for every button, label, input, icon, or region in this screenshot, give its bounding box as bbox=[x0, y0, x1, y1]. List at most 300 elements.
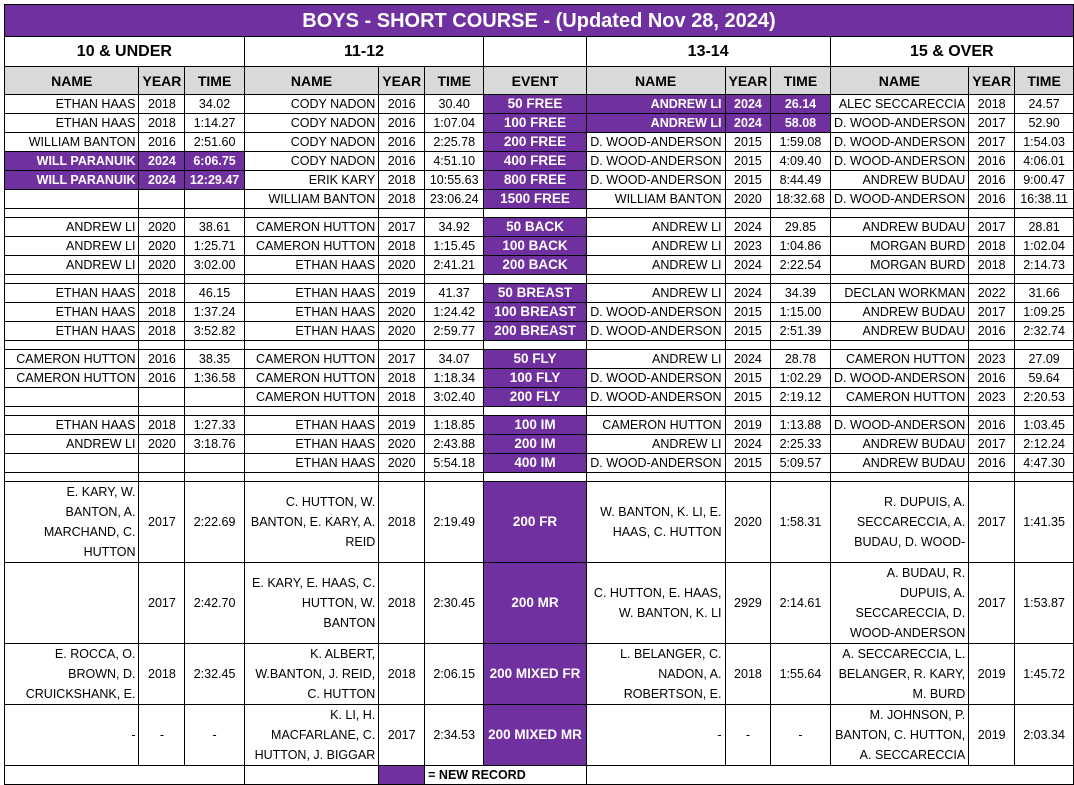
event-label: 200 MIXED MR bbox=[484, 705, 587, 766]
record-time: 1:04.86 bbox=[771, 237, 830, 256]
record-time: 1:53.87 bbox=[1015, 563, 1074, 644]
swimmer-name: D. WOOD-ANDERSON bbox=[586, 152, 725, 171]
record-time: 58.08 bbox=[771, 114, 830, 133]
record-time: 52.90 bbox=[1015, 114, 1074, 133]
record-time bbox=[185, 190, 244, 209]
record-year: 2018 bbox=[379, 563, 425, 644]
swimmer-name: ANDREW LI bbox=[586, 114, 725, 133]
table-row bbox=[5, 190, 1074, 209]
header-name: NAME bbox=[5, 67, 139, 95]
swimmer-name: CAMERON HUTTON bbox=[586, 416, 725, 435]
divider-cell bbox=[725, 473, 771, 482]
record-year: 2017 bbox=[969, 133, 1015, 152]
record-year: 2016 bbox=[139, 133, 185, 152]
record-time: 4:06.01 bbox=[1015, 152, 1074, 171]
event-label: 200 FREE bbox=[484, 133, 587, 152]
header-year: YEAR bbox=[379, 67, 425, 95]
swimmer-name: D. WOOD-ANDERSON bbox=[830, 190, 969, 209]
header-name: NAME bbox=[244, 67, 378, 95]
table-row bbox=[5, 237, 1074, 256]
swimmer-name: CODY NADON bbox=[244, 133, 378, 152]
record-time: 1:15.45 bbox=[425, 237, 484, 256]
divider-cell bbox=[771, 407, 830, 416]
swimmer-name: CAMERON HUTTON bbox=[830, 350, 969, 369]
record-year: 2016 bbox=[969, 152, 1015, 171]
event-label: 100 BREAST bbox=[484, 303, 587, 322]
swimmer-name: ANDREW LI bbox=[5, 435, 139, 454]
swimmer-name: D. WOOD-ANDERSON bbox=[830, 133, 969, 152]
divider-cell bbox=[969, 407, 1015, 416]
record-time: 2:32.74 bbox=[1015, 322, 1074, 341]
table-row bbox=[5, 482, 1074, 563]
swimmer-name: D. WOOD-ANDERSON bbox=[586, 133, 725, 152]
record-year: 2016 bbox=[379, 114, 425, 133]
event-label: 800 FREE bbox=[484, 171, 587, 190]
divider-cell bbox=[244, 407, 378, 416]
record-year: 2023 bbox=[969, 350, 1015, 369]
record-time: 1:24.42 bbox=[425, 303, 484, 322]
record-year: 2024 bbox=[725, 114, 771, 133]
swimmer-name bbox=[5, 563, 139, 644]
record-time: 2:19.12 bbox=[771, 388, 830, 407]
records-sheet bbox=[4, 4, 1074, 785]
divider-cell bbox=[379, 341, 425, 350]
swimmer-name: M. JOHNSON, P. BANTON, C. HUTTON, A. SECCARECCIA bbox=[830, 705, 969, 766]
header-year: YEAR bbox=[139, 67, 185, 95]
record-time: 1:59.08 bbox=[771, 133, 830, 152]
record-year: 2017 bbox=[139, 482, 185, 563]
record-time: 28.78 bbox=[771, 350, 830, 369]
divider-cell bbox=[1015, 209, 1074, 218]
record-time: 1:25.71 bbox=[185, 237, 244, 256]
record-time: 2:22.54 bbox=[771, 256, 830, 275]
record-time: 2:03.34 bbox=[1015, 705, 1074, 766]
swimmer-name: ETHAN HAAS bbox=[5, 114, 139, 133]
swimmer-name: E. ROCCA, O. BROWN, D. CRUICKSHANK, E. bbox=[5, 644, 139, 705]
section-divider bbox=[5, 341, 1074, 350]
record-time: 1:36.58 bbox=[185, 369, 244, 388]
event-label: 50 BACK bbox=[484, 218, 587, 237]
divider-cell bbox=[725, 407, 771, 416]
record-time: 1:14.27 bbox=[185, 114, 244, 133]
swimmer-name: WILLIAM BANTON bbox=[5, 133, 139, 152]
swimmer-name: ETHAN HAAS bbox=[5, 303, 139, 322]
record-time: 2:30.45 bbox=[425, 563, 484, 644]
event-label: 200 FLY bbox=[484, 388, 587, 407]
record-time: 1:54.03 bbox=[1015, 133, 1074, 152]
record-year: 2016 bbox=[969, 416, 1015, 435]
record-time: - bbox=[185, 705, 244, 766]
event-label: 200 FR bbox=[484, 482, 587, 563]
group-13-14: 13-14 bbox=[586, 37, 830, 67]
swimmer-name: D. WOOD-ANDERSON bbox=[586, 388, 725, 407]
header-time: TIME bbox=[1015, 67, 1074, 95]
table-row bbox=[5, 454, 1074, 473]
table-row bbox=[5, 563, 1074, 644]
swimmer-name: ANDREW LI bbox=[586, 350, 725, 369]
record-time: 1:18.34 bbox=[425, 369, 484, 388]
divider-cell bbox=[5, 209, 139, 218]
event-label: 1500 FREE bbox=[484, 190, 587, 209]
divider-cell bbox=[830, 275, 969, 284]
swimmer-name: ANDREW LI bbox=[586, 237, 725, 256]
swimmer-name: CAMERON HUTTON bbox=[5, 369, 139, 388]
header-time: TIME bbox=[771, 67, 830, 95]
record-time: 23:06.24 bbox=[425, 190, 484, 209]
record-time: 1:15.00 bbox=[771, 303, 830, 322]
record-time: - bbox=[771, 705, 830, 766]
new-record-swatch bbox=[379, 766, 425, 785]
swimmer-name: ANDREW LI bbox=[5, 256, 139, 275]
swimmer-name: WILL PARANUIK bbox=[5, 152, 139, 171]
event-label: 100 FREE bbox=[484, 114, 587, 133]
record-time: 2:22.69 bbox=[185, 482, 244, 563]
swimmer-name: ETHAN HAAS bbox=[244, 284, 378, 303]
record-time: 46.15 bbox=[185, 284, 244, 303]
swimmer-name: ANDREW BUDAU bbox=[830, 322, 969, 341]
divider-cell bbox=[425, 473, 484, 482]
group-event-blank bbox=[484, 37, 587, 67]
record-time: 12:29.47 bbox=[185, 171, 244, 190]
swimmer-name: E. KARY, E. HAAS, C. HUTTON, W. BANTON bbox=[244, 563, 378, 644]
swimmer-name: K. LI, H. MACFARLANE, C. HUTTON, J. BIGGAR bbox=[244, 705, 378, 766]
record-time: 1:03.45 bbox=[1015, 416, 1074, 435]
record-time: 1:02.29 bbox=[771, 369, 830, 388]
divider-cell bbox=[425, 275, 484, 284]
swimmer-name: ANDREW BUDAU bbox=[830, 303, 969, 322]
section-divider bbox=[5, 407, 1074, 416]
table-row bbox=[5, 303, 1074, 322]
divider-cell bbox=[379, 209, 425, 218]
record-time: 31.66 bbox=[1015, 284, 1074, 303]
event-label: 200 BREAST bbox=[484, 322, 587, 341]
table-row bbox=[5, 322, 1074, 341]
group-15-over: 15 & OVER bbox=[830, 37, 1073, 67]
record-year: 2018 bbox=[379, 237, 425, 256]
swimmer-name: CAMERON HUTTON bbox=[244, 369, 378, 388]
divider-cell bbox=[244, 275, 378, 284]
swimmer-name: ANDREW BUDAU bbox=[830, 435, 969, 454]
record-time: 1:41.35 bbox=[1015, 482, 1074, 563]
divider-cell bbox=[484, 275, 587, 284]
record-year: 2018 bbox=[379, 388, 425, 407]
record-year: 2018 bbox=[379, 644, 425, 705]
record-year: 2018 bbox=[139, 95, 185, 114]
divider-cell bbox=[771, 209, 830, 218]
record-year: 2016 bbox=[139, 369, 185, 388]
record-year bbox=[139, 388, 185, 407]
record-year: 2024 bbox=[725, 95, 771, 114]
swimmer-name bbox=[5, 454, 139, 473]
event-label: 100 BACK bbox=[484, 237, 587, 256]
table-row bbox=[5, 218, 1074, 237]
record-year: 2020 bbox=[379, 454, 425, 473]
swimmer-name: D. WOOD-ANDERSON bbox=[586, 171, 725, 190]
record-year: 2017 bbox=[379, 350, 425, 369]
divider-cell bbox=[1015, 407, 1074, 416]
record-time: 1:55.64 bbox=[771, 644, 830, 705]
legend-blank bbox=[5, 766, 245, 785]
record-year: 2018 bbox=[139, 284, 185, 303]
record-year: 2017 bbox=[969, 218, 1015, 237]
record-year: 2019 bbox=[725, 416, 771, 435]
divider-cell bbox=[1015, 341, 1074, 350]
divider-cell bbox=[484, 407, 587, 416]
record-year: 2020 bbox=[725, 482, 771, 563]
record-year: 2024 bbox=[725, 350, 771, 369]
swimmer-name: ERIK KARY bbox=[244, 171, 378, 190]
record-time: 1:58.31 bbox=[771, 482, 830, 563]
event-label: 200 BACK bbox=[484, 256, 587, 275]
record-year: 2020 bbox=[379, 435, 425, 454]
divider-cell bbox=[830, 209, 969, 218]
swimmer-name: CODY NADON bbox=[244, 95, 378, 114]
record-time: 2:06.15 bbox=[425, 644, 484, 705]
record-year: 2016 bbox=[969, 322, 1015, 341]
swimmer-name: ANDREW LI bbox=[5, 218, 139, 237]
divider-cell bbox=[725, 275, 771, 284]
divider-cell bbox=[1015, 275, 1074, 284]
swimmer-name: W. BANTON, K. LI, E. HAAS, C. HUTTON bbox=[586, 482, 725, 563]
event-label: 100 FLY bbox=[484, 369, 587, 388]
swimmer-name: ANDREW LI bbox=[586, 95, 725, 114]
record-time: 2:51.60 bbox=[185, 133, 244, 152]
record-year: 2020 bbox=[379, 322, 425, 341]
swimmer-name: CAMERON HUTTON bbox=[244, 237, 378, 256]
record-time: 1:13.88 bbox=[771, 416, 830, 435]
divider-cell bbox=[185, 209, 244, 218]
table-row bbox=[5, 644, 1074, 705]
divider-cell bbox=[830, 473, 969, 482]
section-divider bbox=[5, 209, 1074, 218]
swimmer-name bbox=[5, 388, 139, 407]
record-year: 2018 bbox=[969, 95, 1015, 114]
swimmer-name: WILLIAM BANTON bbox=[586, 190, 725, 209]
divider-cell bbox=[586, 209, 725, 218]
divider-cell bbox=[969, 473, 1015, 482]
record-year: 2024 bbox=[139, 152, 185, 171]
divider-cell bbox=[5, 275, 139, 284]
record-year: 2018 bbox=[379, 369, 425, 388]
swimmer-name: D. WOOD-ANDERSON bbox=[830, 416, 969, 435]
swimmer-name: D. WOOD-ANDERSON bbox=[830, 369, 969, 388]
group-10-under: 10 & UNDER bbox=[5, 37, 245, 67]
record-time: 2:32.45 bbox=[185, 644, 244, 705]
record-year: 2016 bbox=[969, 171, 1015, 190]
header-year: YEAR bbox=[969, 67, 1015, 95]
divider-cell bbox=[379, 473, 425, 482]
record-year: 2019 bbox=[969, 705, 1015, 766]
divider-cell bbox=[139, 275, 185, 284]
record-time: 27.09 bbox=[1015, 350, 1074, 369]
swimmer-name: D. WOOD-ANDERSON bbox=[586, 454, 725, 473]
record-time: 3:02.40 bbox=[425, 388, 484, 407]
table-row bbox=[5, 369, 1074, 388]
record-year: - bbox=[725, 705, 771, 766]
record-year: 2020 bbox=[379, 303, 425, 322]
record-year: 2017 bbox=[379, 705, 425, 766]
record-time: 1:09.25 bbox=[1015, 303, 1074, 322]
record-time: 1:18.85 bbox=[425, 416, 484, 435]
table-row bbox=[5, 133, 1074, 152]
legend-blank bbox=[586, 766, 1073, 785]
record-time: 59.64 bbox=[1015, 369, 1074, 388]
table-row bbox=[5, 114, 1074, 133]
page-title: BOYS - SHORT COURSE - (Updated Nov 28, 2024) bbox=[5, 5, 1074, 37]
record-year: 2024 bbox=[725, 284, 771, 303]
record-time: 2:51.39 bbox=[771, 322, 830, 341]
divider-cell bbox=[425, 209, 484, 218]
record-year: 2016 bbox=[139, 350, 185, 369]
record-time: 1:02.04 bbox=[1015, 237, 1074, 256]
record-time: 4:51.10 bbox=[425, 152, 484, 171]
divider-cell bbox=[586, 473, 725, 482]
swimmer-name: ETHAN HAAS bbox=[244, 435, 378, 454]
record-year: 2016 bbox=[379, 152, 425, 171]
swimmer-name: D. WOOD-ANDERSON bbox=[586, 369, 725, 388]
swimmer-name: ETHAN HAAS bbox=[244, 416, 378, 435]
swimmer-name: ETHAN HAAS bbox=[244, 256, 378, 275]
record-year: 2020 bbox=[139, 256, 185, 275]
swimmer-name: E. KARY, W. BANTON, A. MARCHAND, C. HUTTON bbox=[5, 482, 139, 563]
divider-cell bbox=[586, 407, 725, 416]
swimmer-name: ALEC SECCARECCIA bbox=[830, 95, 969, 114]
record-time: 1:07.04 bbox=[425, 114, 484, 133]
record-year: 2018 bbox=[969, 237, 1015, 256]
divider-cell bbox=[969, 341, 1015, 350]
event-label: 400 FREE bbox=[484, 152, 587, 171]
divider-cell bbox=[1015, 473, 1074, 482]
record-year: 2023 bbox=[725, 237, 771, 256]
record-year: 2018 bbox=[139, 114, 185, 133]
record-time: 38.61 bbox=[185, 218, 244, 237]
new-record-legend: = NEW RECORD bbox=[425, 766, 587, 785]
record-year: 2024 bbox=[725, 256, 771, 275]
record-time: 29.85 bbox=[771, 218, 830, 237]
divider-cell bbox=[185, 275, 244, 284]
swimmer-name: CAMERON HUTTON bbox=[244, 388, 378, 407]
record-year: 2019 bbox=[379, 416, 425, 435]
header-time: TIME bbox=[425, 67, 484, 95]
event-label: 50 FLY bbox=[484, 350, 587, 369]
record-year: 2019 bbox=[379, 284, 425, 303]
swimmer-name: ANDREW LI bbox=[586, 256, 725, 275]
record-year: 2024 bbox=[725, 218, 771, 237]
swimmer-name: CODY NADON bbox=[244, 152, 378, 171]
divider-cell bbox=[771, 473, 830, 482]
record-year: 2019 bbox=[969, 644, 1015, 705]
header-name: NAME bbox=[586, 67, 725, 95]
divider-cell bbox=[185, 341, 244, 350]
table-row bbox=[5, 152, 1074, 171]
record-year: 2016 bbox=[969, 190, 1015, 209]
swimmer-name: WILLIAM BANTON bbox=[244, 190, 378, 209]
record-year: 2016 bbox=[969, 369, 1015, 388]
record-time: 9:00.47 bbox=[1015, 171, 1074, 190]
record-time: 6:06.75 bbox=[185, 152, 244, 171]
event-label: 50 FREE bbox=[484, 95, 587, 114]
record-year: 2017 bbox=[969, 114, 1015, 133]
swimmer-name: CAMERON HUTTON bbox=[244, 350, 378, 369]
record-year: 2017 bbox=[969, 563, 1015, 644]
swimmer-name: A. BUDAU, R. DUPUIS, A. SECCARECCIA, D. WOOD-ANDERSON bbox=[830, 563, 969, 644]
divider-cell bbox=[379, 407, 425, 416]
table-row bbox=[5, 171, 1074, 190]
swimmer-name: - bbox=[5, 705, 139, 766]
divider-cell bbox=[425, 407, 484, 416]
swimmer-name: ANDREW LI bbox=[586, 435, 725, 454]
record-year: 2018 bbox=[139, 322, 185, 341]
table-row bbox=[5, 284, 1074, 303]
swimmer-name: D. WOOD-ANDERSON bbox=[830, 152, 969, 171]
divider-cell bbox=[244, 209, 378, 218]
record-time: 2:20.53 bbox=[1015, 388, 1074, 407]
header-year: YEAR bbox=[725, 67, 771, 95]
record-year bbox=[139, 190, 185, 209]
divider-cell bbox=[830, 407, 969, 416]
record-time: 1:27.33 bbox=[185, 416, 244, 435]
divider-cell bbox=[5, 407, 139, 416]
record-year: 2015 bbox=[725, 171, 771, 190]
record-year: 2015 bbox=[725, 369, 771, 388]
swimmer-name: WILL PARANUIK bbox=[5, 171, 139, 190]
record-year: 2018 bbox=[379, 190, 425, 209]
event-label: 200 MR bbox=[484, 563, 587, 644]
record-year: 2017 bbox=[969, 303, 1015, 322]
swimmer-name: MORGAN BURD bbox=[830, 256, 969, 275]
record-year: 2017 bbox=[139, 563, 185, 644]
swimmer-name: CAMERON HUTTON bbox=[5, 350, 139, 369]
divider-cell bbox=[5, 341, 139, 350]
record-year: 2018 bbox=[139, 416, 185, 435]
record-year: 2016 bbox=[969, 454, 1015, 473]
swimmer-name: ANDREW LI bbox=[586, 284, 725, 303]
records-table bbox=[4, 4, 1074, 785]
record-time: 2:42.70 bbox=[185, 563, 244, 644]
table-row bbox=[5, 95, 1074, 114]
record-time: 2:43.88 bbox=[425, 435, 484, 454]
swimmer-name: D. WOOD-ANDERSON bbox=[830, 114, 969, 133]
swimmer-name: - bbox=[586, 705, 725, 766]
record-time: 5:54.18 bbox=[425, 454, 484, 473]
record-year: 2018 bbox=[725, 644, 771, 705]
swimmer-name: D. WOOD-ANDERSON bbox=[586, 322, 725, 341]
divider-cell bbox=[725, 341, 771, 350]
divider-cell bbox=[244, 473, 378, 482]
swimmer-name: ETHAN HAAS bbox=[5, 416, 139, 435]
swimmer-name: C. HUTTON, W. BANTON, E. KARY, A. REID bbox=[244, 482, 378, 563]
record-year: 2020 bbox=[379, 256, 425, 275]
record-time: 38.35 bbox=[185, 350, 244, 369]
event-label: 200 IM bbox=[484, 435, 587, 454]
swimmer-name: ANDREW LI bbox=[586, 218, 725, 237]
record-time: 26.14 bbox=[771, 95, 830, 114]
swimmer-name: ETHAN HAAS bbox=[5, 284, 139, 303]
swimmer-name: CAMERON HUTTON bbox=[830, 388, 969, 407]
legend-blank bbox=[244, 766, 378, 785]
divider-cell bbox=[5, 473, 139, 482]
record-year: - bbox=[139, 705, 185, 766]
record-time: 5:09.57 bbox=[771, 454, 830, 473]
record-year: 2020 bbox=[139, 218, 185, 237]
divider-cell bbox=[771, 341, 830, 350]
swimmer-name: ETHAN HAAS bbox=[244, 322, 378, 341]
swimmer-name: ETHAN HAAS bbox=[5, 95, 139, 114]
record-year: 2018 bbox=[379, 171, 425, 190]
record-time: 2:25.33 bbox=[771, 435, 830, 454]
record-time: 8:44.49 bbox=[771, 171, 830, 190]
record-time: 24.57 bbox=[1015, 95, 1074, 114]
